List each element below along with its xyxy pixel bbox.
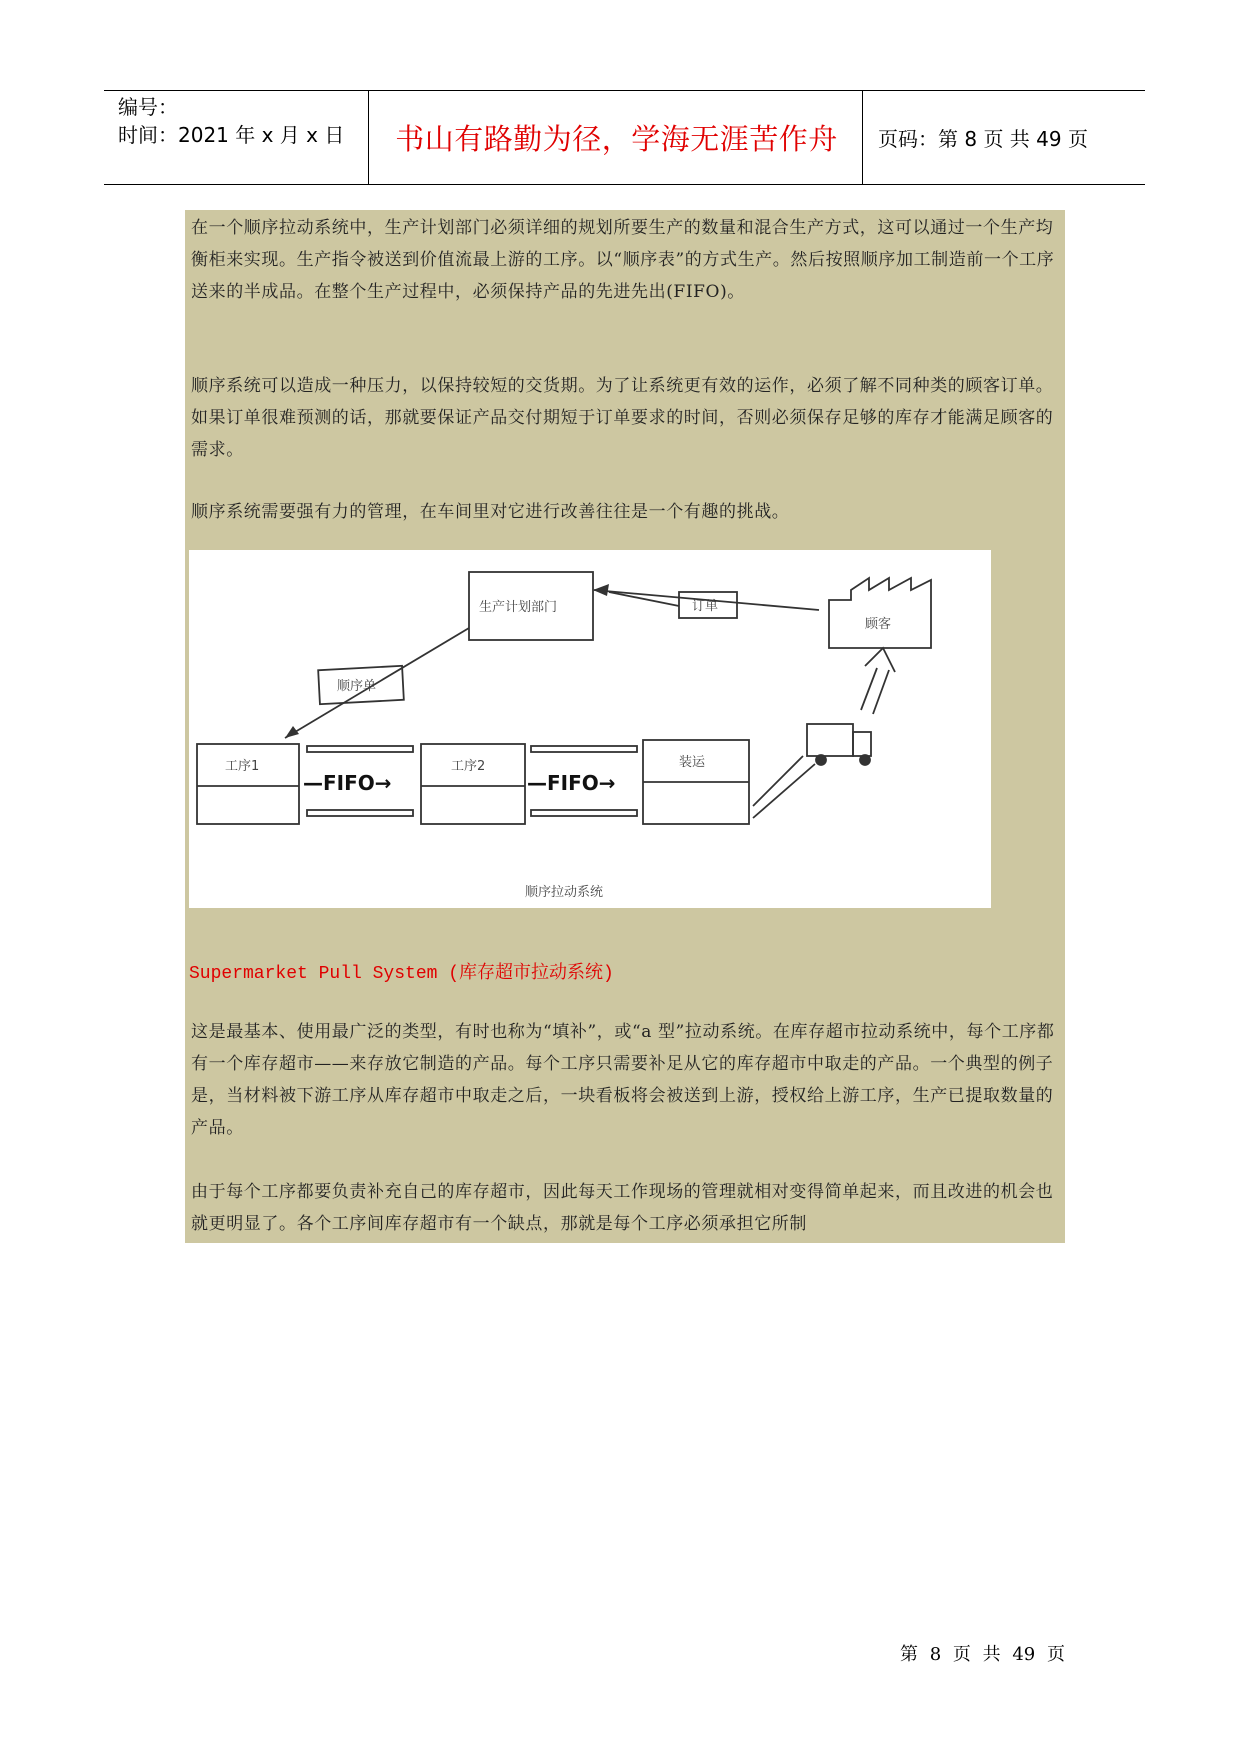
highlighted-content <box>185 210 1065 1243</box>
truck-icon <box>807 724 853 756</box>
process1-box <box>197 744 299 824</box>
process1-label: 工序1 <box>225 759 260 774</box>
paragraph: 这是最基本、使用最广泛的类型，有时也称为“填补”，或“a 型”拉动系统。在库存超市拉动系统中，每个工序都有一个库存超市——来存放它制造的产品。每个工序只需要补足从它的库存超市中取走的产品。一个典型的例子是，当材料被下游工序从库存超市中取走之后，一块看板将会被送到上游，授权给上游工序，生产已提取数量的产品。 <box>191 1022 1055 1138</box>
paragraph: 在一个顺序拉动系统中，生产计划部门必须详细的规划所要生产的数量和混合生产方式，这可以通过一个生产均衡柜来实现。生产指令被送到价值流最上游的工序。以“顺序表”的方式生产。然后按照顺序加工制造前一个工序送来的半成品。在整个生产过程中，必须保持产品的先进先出(FIFO)。 <box>191 218 1055 302</box>
planning-dept-label: 生产计划部门 <box>479 600 558 615</box>
fifo-label-1: —FIFO→ <box>303 771 392 795</box>
page-header <box>104 90 1145 185</box>
paragraph: 顺序系统需要强有力的管理，在车间里对它进行改善往往是一个有趣的挑战。 <box>191 502 790 522</box>
customer-label: 顾客 <box>865 617 892 632</box>
fifo-label-2: —FIFO→ <box>527 771 616 795</box>
customer-factory-icon <box>829 578 931 648</box>
page-footer: 第 8 页 共 49 页 <box>900 1644 1065 1665</box>
sequence-list-label: 顺序单 <box>337 679 377 694</box>
header-slogan: 书山有路勤为径，学海无涯苦作舟 <box>395 122 838 156</box>
header-page-label: 页码：第 8 页 共 49 页 <box>878 127 1088 151</box>
section-heading: Supermarket Pull System (库存超市拉动系统) <box>189 964 614 984</box>
header-divider <box>862 91 863 184</box>
paragraph: 由于每个工序都要负责补充自己的库存超市，因此每天工作现场的管理就相对变得简单起来，而且改进的机会也就更明显了。各个工序间库存超市有一个缺点，那就是每个工序必须承担它所制 <box>191 1182 1054 1234</box>
process2-box <box>421 744 525 824</box>
shipping-label: 装运 <box>679 755 706 770</box>
doc-number-label: 编号： <box>118 95 178 119</box>
process2-label: 工序2 <box>451 759 486 774</box>
header-meta <box>118 93 363 182</box>
diagram-caption: 顺序拉动系统 <box>525 885 604 900</box>
paragraph: 顺序系统可以造成一种压力，以保持较短的交货期。为了让系统更有效的运作，必须了解不同种类的顾客订单。如果订单很难预测的话，那就要保证产品交付期短于订单要求的时间，否则必须保存足够的库存才能满足顾客的需求。 <box>191 376 1054 460</box>
order-label: 订单 <box>692 599 719 614</box>
doc-time-label: 时间：2021 年 x 月 x 日 <box>118 123 345 147</box>
sequence-pull-diagram <box>189 550 991 908</box>
